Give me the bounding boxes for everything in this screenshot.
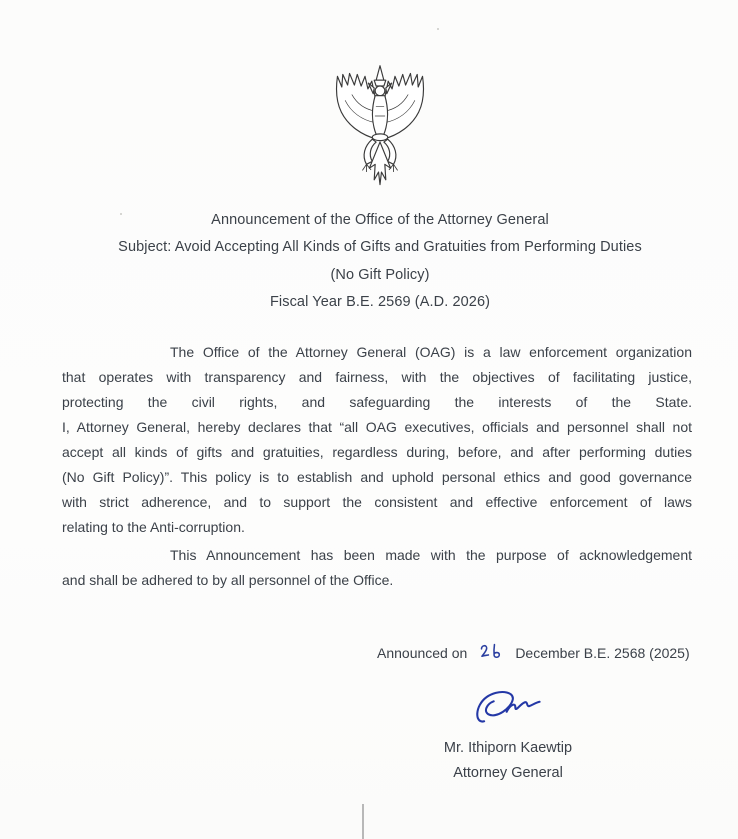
text-line: with strict adherence, and to support the consistent and effective enforcement of laws <box>62 494 692 510</box>
title-line-subject: Subject: Avoid Accepting All Kinds of Gifts and Gratuities from Performing Duties <box>118 239 642 256</box>
text-line: relating to the Anti-corruption. <box>62 519 245 535</box>
scan-speck <box>120 213 122 215</box>
scan-speck <box>437 28 439 30</box>
title-line-fiscal-year: Fiscal Year B.E. 2569 (A.D. 2026) <box>269 294 491 311</box>
text-line: protecting the civil rights, and safeguarding the interests of the State. <box>62 394 692 410</box>
paragraph-2 <box>62 543 692 593</box>
text-line: and shall be adhered to by all personnel of the Office. <box>62 572 394 588</box>
document-title-block <box>22 207 738 317</box>
announced-prefix: Announced on <box>377 645 468 661</box>
scan-artifact-line <box>362 804 364 839</box>
paragraph-1 <box>62 340 692 540</box>
text-line: The Office of the Attorney General (OAG) is a law enforcement organization <box>170 344 692 360</box>
signature-ink-icon <box>472 687 550 733</box>
signer-title: Attorney General <box>453 764 563 781</box>
title-line-announcement: Announcement of the Office of the Attorney General <box>211 212 549 228</box>
garuda-emblem-icon <box>322 64 438 196</box>
title-line-policy: (No Gift Policy) <box>330 266 430 283</box>
signer-name: Mr. Ithiporn Kaewtip <box>443 740 573 756</box>
signer-block <box>377 736 639 785</box>
text-line: (No Gift Policy)”. This policy is to establish and uphold personal ethics and good governance <box>62 469 692 485</box>
text-line: I, Attorney General, hereby declares that “all OAG executives, officials and personnel shall not <box>62 419 692 435</box>
text-line: This Announcement has been made with the purpose of acknowledgement <box>170 547 692 563</box>
announced-suffix: December B.E. 2568 (2025) <box>515 645 690 661</box>
text-line: accept all kinds of gifts and gratuities, regardless during, before, and after performing duties <box>62 444 692 460</box>
text-line: that operates with transparency and fairness, with the objectives of facilitating justice, <box>62 369 692 385</box>
handwritten-day-26-icon <box>478 642 504 664</box>
announced-date-line <box>377 639 690 661</box>
